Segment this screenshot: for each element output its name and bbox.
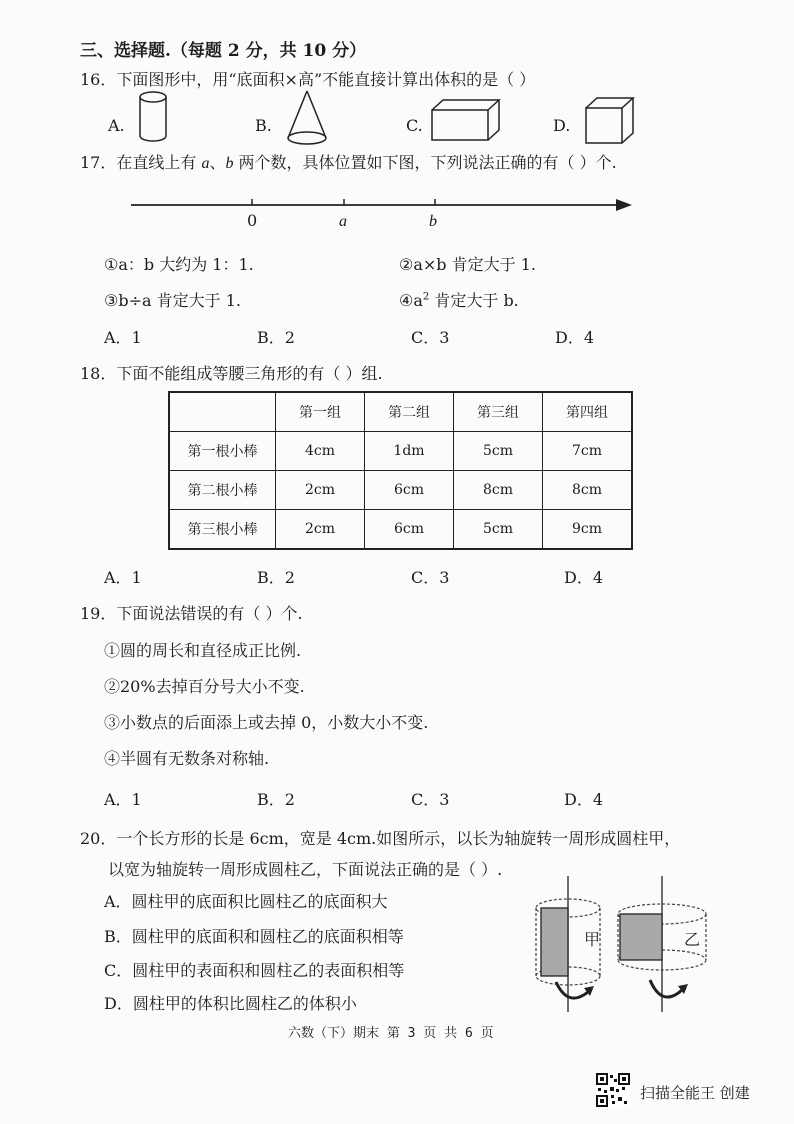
q16-option-d: D. (553, 116, 571, 135)
q20-stem-line2: 以宽为轴旋转一周形成圆柱乙，下面说法正确的是（ ）. (108, 860, 503, 879)
axis-label-a (339, 211, 347, 231)
q19-option-b: B．2 (257, 790, 295, 809)
q18-option-d: D．4 (564, 568, 604, 587)
q16-stem: 16．下面图形中，用“底面积×高”不能直接计算出体积的是（ ） (80, 70, 536, 89)
q19-stem: 19．下面说法错误的有（ ）个. (80, 604, 303, 623)
q20-option-a: A．圆柱甲的底面积比圆柱乙的底面积大 (104, 892, 388, 911)
section-title: 三、选择题.（每题 2 分，共 10 分） (80, 41, 367, 61)
q16-option-b: B. (255, 116, 272, 135)
table-cell: 第一根小棒 (169, 432, 276, 471)
table-row (169, 510, 632, 550)
q16-option-a: A. (108, 116, 125, 135)
q20-stem-line1: 20．一个长方形的长是 6cm，宽是 4cm.如图所示，以长为轴旋转一周形成圆柱甲， (80, 829, 681, 848)
table-cell: 8cm (454, 471, 543, 510)
axis-label-b (429, 211, 437, 231)
table-cell: 9cm (543, 510, 633, 550)
q17-statement-4 (399, 288, 519, 311)
q17-s4-pre: ④a (399, 291, 423, 310)
q17-stem-num: 17．在直线上有 (80, 153, 202, 172)
q17-stem (80, 150, 617, 173)
table-row (169, 432, 632, 471)
label-jia: 甲 (584, 930, 601, 949)
cylinder-shape (136, 90, 170, 146)
cuboid-shape (430, 98, 502, 144)
table-header-cell: 第二组 (365, 392, 454, 432)
q17-option-c: C．3 (411, 328, 450, 347)
table-cell: 5cm (454, 432, 543, 471)
q18-option-a: A．1 (104, 568, 142, 587)
scanner-badge: 扫描全能王 创建 (640, 1084, 750, 1102)
table-header-cell: 第四组 (543, 392, 633, 432)
sticks-table (168, 391, 633, 550)
q19-option-d: D．4 (564, 790, 604, 809)
q17-stem-mid: 、 (209, 153, 226, 172)
q20-option-b: B．圆柱甲的底面积和圆柱乙的底面积相等 (104, 927, 404, 946)
cone-shape (283, 88, 331, 150)
q17-option-b: B．2 (257, 328, 295, 347)
q16-option-c: C. (406, 116, 423, 135)
q17-statement-3: ③b÷a 肯定大于 1. (104, 291, 241, 310)
axis-b-text: b (429, 213, 437, 230)
q19-item-2: ②20%去掉百分号大小不变. (104, 677, 305, 696)
q18-stem: 18．下面不能组成等腰三角形的有（ ）组. (80, 364, 383, 383)
q17-stem-a: a (201, 155, 210, 172)
q19-item-3: ③小数点的后面添上或去掉 0，小数大小不变. (104, 713, 429, 732)
q17-s4-post: 肯定大于 b. (429, 291, 519, 310)
table-cell: 第二根小棒 (169, 471, 276, 510)
q18-option-c: C．3 (411, 568, 450, 587)
table-header-cell: 第一组 (276, 392, 365, 432)
q17-option-d: D．4 (555, 328, 595, 347)
q17-stem-rest: 两个数，具体位置如下图，下列说法正确的有（ ）个. (233, 153, 617, 172)
q17-statement-2: ②a×b 肯定大于 1. (399, 255, 536, 274)
q17-option-a: A．1 (104, 328, 142, 347)
table-cell: 4cm (276, 432, 365, 471)
page-footer: 六数（下）期末 第 3 页 共 6 页 (288, 1026, 494, 1041)
table-header-cell: 第三组 (454, 392, 543, 432)
axis-label-zero: 0 (247, 211, 258, 230)
axis-a-text: a (339, 213, 347, 230)
q19-item-1: ①圆的周长和直径成正比例. (104, 641, 302, 660)
q17-stem-b: b (225, 155, 234, 172)
table-cell: 6cm (365, 510, 454, 550)
table-cell: 5cm (454, 510, 543, 550)
label-yi: 乙 (684, 930, 701, 949)
table-cell: 6cm (365, 471, 454, 510)
table-header-row (169, 392, 632, 432)
q17-s4-sup: 2 (422, 291, 430, 303)
q20-option-c: C．圆柱甲的表面积和圆柱乙的表面积相等 (104, 961, 405, 980)
q20-option-d: D．圆柱甲的体积比圆柱乙的体积小 (104, 994, 357, 1013)
cube-shape (584, 96, 636, 146)
table-header-cell (169, 392, 276, 432)
table-cell: 8cm (543, 471, 633, 510)
number-line (128, 194, 638, 216)
q19-item-4: ④半圆有无数条对称轴. (104, 749, 270, 768)
q19-option-a: A．1 (104, 790, 142, 809)
q19-option-c: C．3 (411, 790, 450, 809)
q18-option-b: B．2 (257, 568, 295, 587)
table-cell: 第三根小棒 (169, 510, 276, 550)
table-row (169, 471, 632, 510)
table-cell: 1dm (365, 432, 454, 471)
table-cell: 7cm (543, 432, 633, 471)
qr-code-icon (596, 1073, 630, 1107)
table-cell: 2cm (276, 510, 365, 550)
table-cell: 2cm (276, 471, 365, 510)
q17-statement-1: ①a：b 大约为 1：1. (104, 255, 254, 274)
